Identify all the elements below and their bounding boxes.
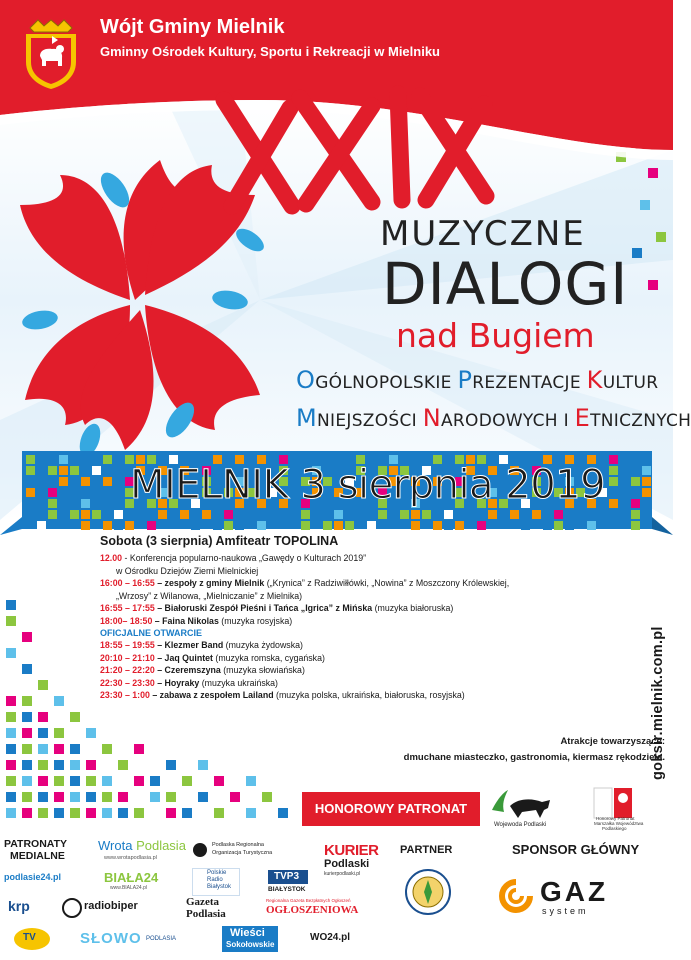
polskie-radio-logo: Polskie Radio Białystok [192,868,240,896]
mosaic-tile [477,521,486,530]
mosaic-tile [114,521,123,530]
mosaic-tile [554,510,563,519]
side-attractions-text: dmuchane miasteczko, gastronomia, kiermasz rękodzieła. [403,752,665,763]
mosaic-tile [620,466,629,475]
program-row [100,689,570,702]
program-performer: – zabawa z zespołem Lailand [149,690,274,700]
mosaic-tile [422,510,431,519]
mosaic-tile [213,521,222,530]
mosaic-tile [521,510,530,519]
program-items-after-opening [100,639,570,702]
mosaic-tile [488,510,497,519]
program-time: 18:00– 18:50 [100,615,153,626]
ogloszeniowa-small: Regionalna Gazeta Bezpłatnych Ogłoszeń [266,898,351,903]
program-row [100,552,570,577]
mosaic-tile [70,466,79,475]
mosaic-tile [587,521,596,530]
kurier-url: kurierpodlaski.pl [324,871,361,877]
gaz-system-logo: GAZ system [498,876,658,916]
mosaic-tile [103,521,112,530]
prot-icon [192,842,208,858]
tvp3-city: BIAŁYSTOK [268,886,306,893]
program-time: 23:30 – 1:00 [100,690,150,700]
mosaic-tile [642,488,651,497]
mosaic-tile [224,510,233,519]
wo24-logo: WO24.pl [310,932,351,943]
organizer-subtitle: Gminny Ośrodek Kultury, Sportu i Rekreacji w Mielniku [100,44,440,59]
partner-emblem-icon [404,868,452,916]
program-performer: – Faina Nikolas [152,615,219,626]
marshal-logo-icon [592,786,642,820]
kurier-logo-1: KURIER [324,842,379,859]
program-description-line2: „Wrzosy” z Wilanowa, „Mielniczanie” z Mielnika) [116,590,303,601]
mosaic-tile [411,521,420,530]
program-description: (muzyka romska, cygańska) [212,652,325,663]
mosaic-tile [202,510,211,519]
program-section-opening: OFICJALNE OTWARCIE [100,628,203,638]
program-description: - Konferencja popularno-naukowa „Gawędy o Kulturach 2019” [122,553,367,563]
program-description: (muzyka rosyjska) [218,615,293,626]
mosaic-tile [444,510,453,519]
mosaic-tile [103,477,112,486]
mosaic-tile [345,521,354,530]
gazeta-logo-1: Gazeta [186,896,219,908]
mosaic-tile [81,521,90,530]
side-attractions [404,734,665,766]
mosaic-tile [609,455,618,464]
mosaic-tile [70,510,79,519]
program-performer: – Hoyraky [154,677,200,688]
mosaic-tile [642,466,651,475]
prot-text-1: Podlaska Regionalna [212,842,264,848]
marshal-text-1: Honorowy Patronat [596,816,635,821]
slowo-sub: PODLASIA [146,936,177,942]
partner-label: PARTNER [400,844,453,856]
mosaic-tile [290,510,299,519]
title-line-2: DIALOGI [382,250,629,318]
mosaic-tile [334,510,343,519]
program-items-before-opening [100,552,570,627]
program-description: (muzyka białoruska) [372,603,454,613]
mosaic-tile [609,477,618,486]
radiobiper-logo: radiobiper [84,900,138,912]
program-time: 16:55 – 17:55 [100,603,155,613]
mosaic-tile [158,510,167,519]
mosaic-tile [609,499,618,508]
mosaic-tile [180,510,189,519]
program-performer: – Jaq Quintet [154,652,213,663]
mosaic-tile [81,499,90,508]
mosaic-tile [257,521,266,530]
program-performer: – Białoruski Zespół Pieśni i Tańca „Igrica” z Mińska [154,603,373,613]
program-row [100,639,570,652]
main-sponsor-label: SPONSOR GŁÓWNY [512,842,640,857]
event-date: MIELNIK 3 sierpnia 2019 [130,462,606,508]
mosaic-tile [48,499,57,508]
mosaic-tile [147,521,156,530]
website-url[interactable]: goksir.mielnik.com.pl [650,626,666,780]
program-time: 16:00 – 16:55 [100,578,155,588]
program-description: (muzyka żydowska) [223,640,303,650]
program-row [100,577,570,602]
mosaic-tile [301,510,310,519]
mosaic-tile [521,521,530,530]
program-row [100,615,570,628]
program-time: 22:30 – 23:30 [100,677,155,688]
program-heading: Sobota (3 sierpnia) Amfiteatr TOPOLINA [100,534,339,548]
wrota-url: www.wrotapodlasia.pl [104,855,157,861]
radiobiper-icon [62,898,82,918]
mosaic-tile [114,510,123,519]
mosaic-tile [400,510,409,519]
ogloszeniowa-logo: OGŁOSZENIOWA [266,904,359,916]
krp-logo: krp [8,898,30,914]
mosaic-tile [37,455,46,464]
side-attractions-title: Atrakcje towarzyszące: [560,736,665,747]
program-time: 21:20 – 22:20 [100,665,155,675]
mosaic-tile [92,466,101,475]
program-row [100,602,570,615]
gaz-swirl-icon [498,878,534,914]
mosaic-tile [92,477,101,486]
mosaic-tile [81,510,90,519]
mosaic-tile [92,488,101,497]
mosaic-tile [543,521,552,530]
program-row [100,652,570,665]
slowo-logo: SŁOWO [80,930,142,947]
mosaic-tile [26,488,35,497]
mosaic-tile [532,510,541,519]
mosaic-tile [334,521,343,530]
mosaic-tile [631,499,640,508]
program-time: 20:10 – 21:10 [100,652,155,663]
tvp3-logo: TVP3 [268,870,308,884]
program-performer: – zespoły z gminy Mielnik [154,578,265,588]
program-performer: – Klezmer Band [154,640,224,650]
mosaic-tile [125,521,134,530]
kurier-logo-2: Podlaski [324,858,370,870]
mosaic-tile [609,466,618,475]
mosaic-tile [510,510,519,519]
mosaic-tile [444,521,453,530]
biala24-url: www.BIALA24.pl [110,885,147,891]
mosaic-tile [565,521,574,530]
mosaic-tile [191,521,200,530]
mosaic-tile [92,510,101,519]
gazeta-logo-2: Podlasia [186,908,226,920]
tv-logo: TV [14,928,50,950]
marshal-text-2: Marszałka Województwa [594,821,644,826]
prot-text-2: Organizacja Turystyczna [212,850,273,856]
mosaic-tile [631,510,640,519]
program-description: („Krynica” z Radziwiłłówki, „Nowina” z Moszczony Królewskiej, [264,578,510,588]
program-description: (muzyka ukraińska) [199,677,278,688]
mosaic-tile [312,510,321,519]
mosaic-tile [554,521,563,530]
mosaic-tile [48,488,57,497]
patronage-logos [480,786,673,832]
organizer-title: Wójt Gminy Mielnik [100,16,285,38]
mosaic-tile [114,488,123,497]
mosaic-tile [59,455,68,464]
program-time: 12.00 [100,553,123,563]
media-patrons-label-1: PATRONATY [4,838,67,850]
program-performer: – Czeremszyna [154,665,221,675]
wrota-logo: Wrota Podlasia [98,838,186,853]
mosaic-tile [598,510,607,519]
media-patrons-label-2: MEDIALNE [10,850,65,862]
title-line-3: nad Bugiem [396,316,595,355]
mosaic-tile [191,510,200,519]
subtitle-line-2: MNIEJSZOŚCI NARODOWYCH I ETNICZNYCH [296,404,691,432]
program-row [100,664,570,677]
mosaic-tile [59,477,68,486]
program-description: (muzyka słowiańska) [220,665,305,675]
mosaic-tile [235,521,244,530]
wojewoda-text: Wojewoda Podlaski [494,822,547,828]
mosaic-tile [268,510,277,519]
mosaic-tile [81,477,90,486]
mosaic-tile [48,466,57,475]
mosaic-tile [642,510,651,519]
wiesci-logo: Wieści Sokołowskie [222,926,278,952]
patronage-label: HONOROWY PATRONAT [314,801,468,816]
mosaic-tile [37,499,46,508]
program-time: 18:55 – 19:55 [100,640,155,650]
mosaic-tile [455,521,464,530]
mosaic-tile [378,510,387,519]
program-description: (muzyka polska, ukraińska, białoruska, rosyjska) [273,690,465,700]
program-row [100,677,570,690]
mosaic-tile [37,521,46,530]
mosaic-tile [631,477,640,486]
mosaic-tile [642,477,651,486]
mosaic-tile [26,455,35,464]
program-description-line2: w Ośrodku Dziejów Ziemi Mielnickiej [116,565,259,576]
subtitle-line-1: OGÓLNOPOLSKIE PREZENTACJE KULTUR [296,366,659,394]
title-line-1: MUZYCZNE [380,214,586,254]
mosaic-tile [103,455,112,464]
mosaic-tile [433,521,442,530]
program-schedule [100,534,570,702]
mosaic-tile [59,499,68,508]
mosaic-tile [224,521,233,530]
podlasie24-logo: podlasie24.pl [4,872,62,882]
mosaic-tile [411,510,420,519]
mosaic-tile [48,510,57,519]
marshal-text-3: Podlaskiego [602,826,627,831]
mosaic-tile [620,510,629,519]
mosaic-tile [631,521,640,530]
mosaic-tile [323,521,332,530]
mosaic-tile [26,466,35,475]
mosaic-tile [301,521,310,530]
mosaic-tile [59,466,68,475]
biala24-logo: BIAŁA24 [104,870,159,885]
mosaic-tile [367,521,376,530]
